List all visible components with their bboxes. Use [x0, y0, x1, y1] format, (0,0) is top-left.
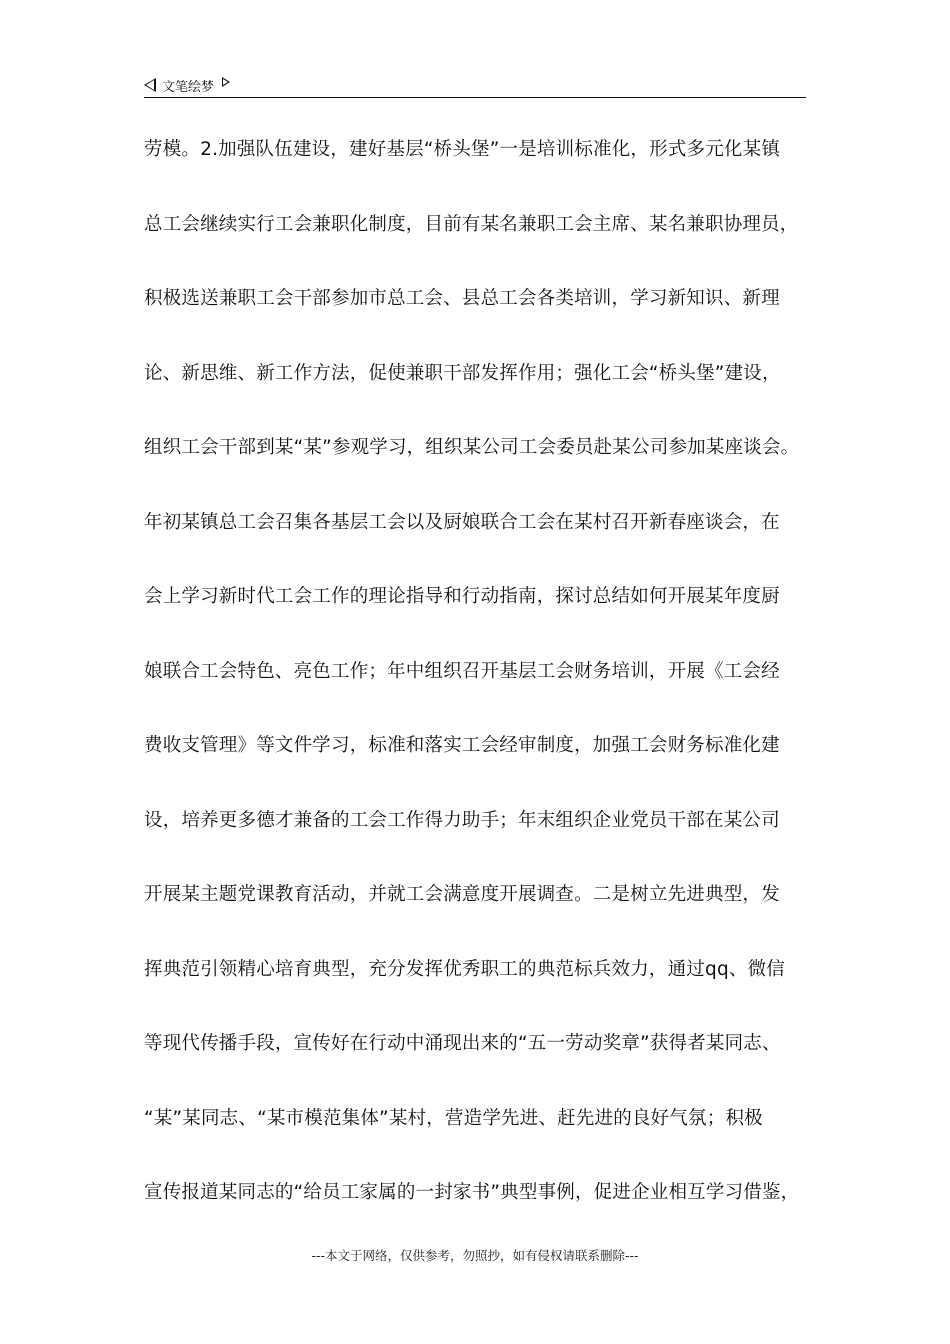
body-line: 总工会继续实行工会兼职化制度，目前有某名兼职工会主席、某名兼职协理员，: [144, 213, 799, 235]
triangle-right-icon: [222, 77, 230, 87]
body-line: 会上学习新时代工会工作的理论指导和行动指南，探讨总结如何开展某年度厨: [144, 586, 780, 607]
page-header: [144, 73, 806, 97]
body-line: 开展某主题党课教育活动，并就工会满意度开展调查。二是树立先进典型，发: [144, 884, 780, 905]
body-line: “某”某同志、“某市模范集体”某村，营造学先进、赶先进的良好气氛；积极: [144, 1107, 763, 1129]
body-line: 宣传报道某同志的“给员工家属的一封家书”典型事例，促进企业相互学习借鉴，: [144, 1182, 800, 1203]
body-line: 娘联合工会特色、亮色工作；年中组织召开基层工会财务培训，开展《工会经: [144, 660, 780, 682]
body-line: 年初某镇总工会召集各基层工会以及厨娘联合工会在某村召开新春座谈会，在: [144, 511, 780, 533]
body-line: 积极选送兼职工会干部参加市总工会、县总工会各类培训，学习新知识、新理: [144, 288, 780, 309]
triangle-left-icon: [144, 78, 156, 92]
body-line: 论、新思维、新工作方法，促使兼职干部发挥作用；强化工会“桥头堡”建设，: [144, 362, 781, 384]
footer-disclaimer: ---本文于网络，仅供参考，勿照抄，如有侵权请联系删除---: [311, 1248, 639, 1263]
body-line: 费收支管理》等文件学习，标准和落实工会经审制度，加强工会财务标准化建: [144, 735, 780, 756]
header-divider: [144, 97, 806, 98]
header-title: 文笔绘梦: [162, 79, 215, 95]
document-body: [144, 128, 844, 1246]
body-line: 等现代传播手段，宣传好在行动中涌现出来的“五一劳动奖章”获得者某同志、: [144, 1033, 781, 1054]
body-line: 劳模。2.加强队伍建设，建好基层“桥头堡”一是培训标准化，形式多元化某镇: [144, 139, 781, 160]
body-line: 挥典范引领精心培育典型，充分发挥优秀职工的典范标兵效力，通过qq、微信: [144, 958, 785, 980]
body-line: 组织工会干部到某“某”参观学习，组织某公司工会委员赴某公司参加某座谈会。: [144, 437, 800, 458]
body-line: 设，培养更多德才兼备的工会工作得力助手；年末组织企业党员干部在某公司: [144, 809, 780, 831]
